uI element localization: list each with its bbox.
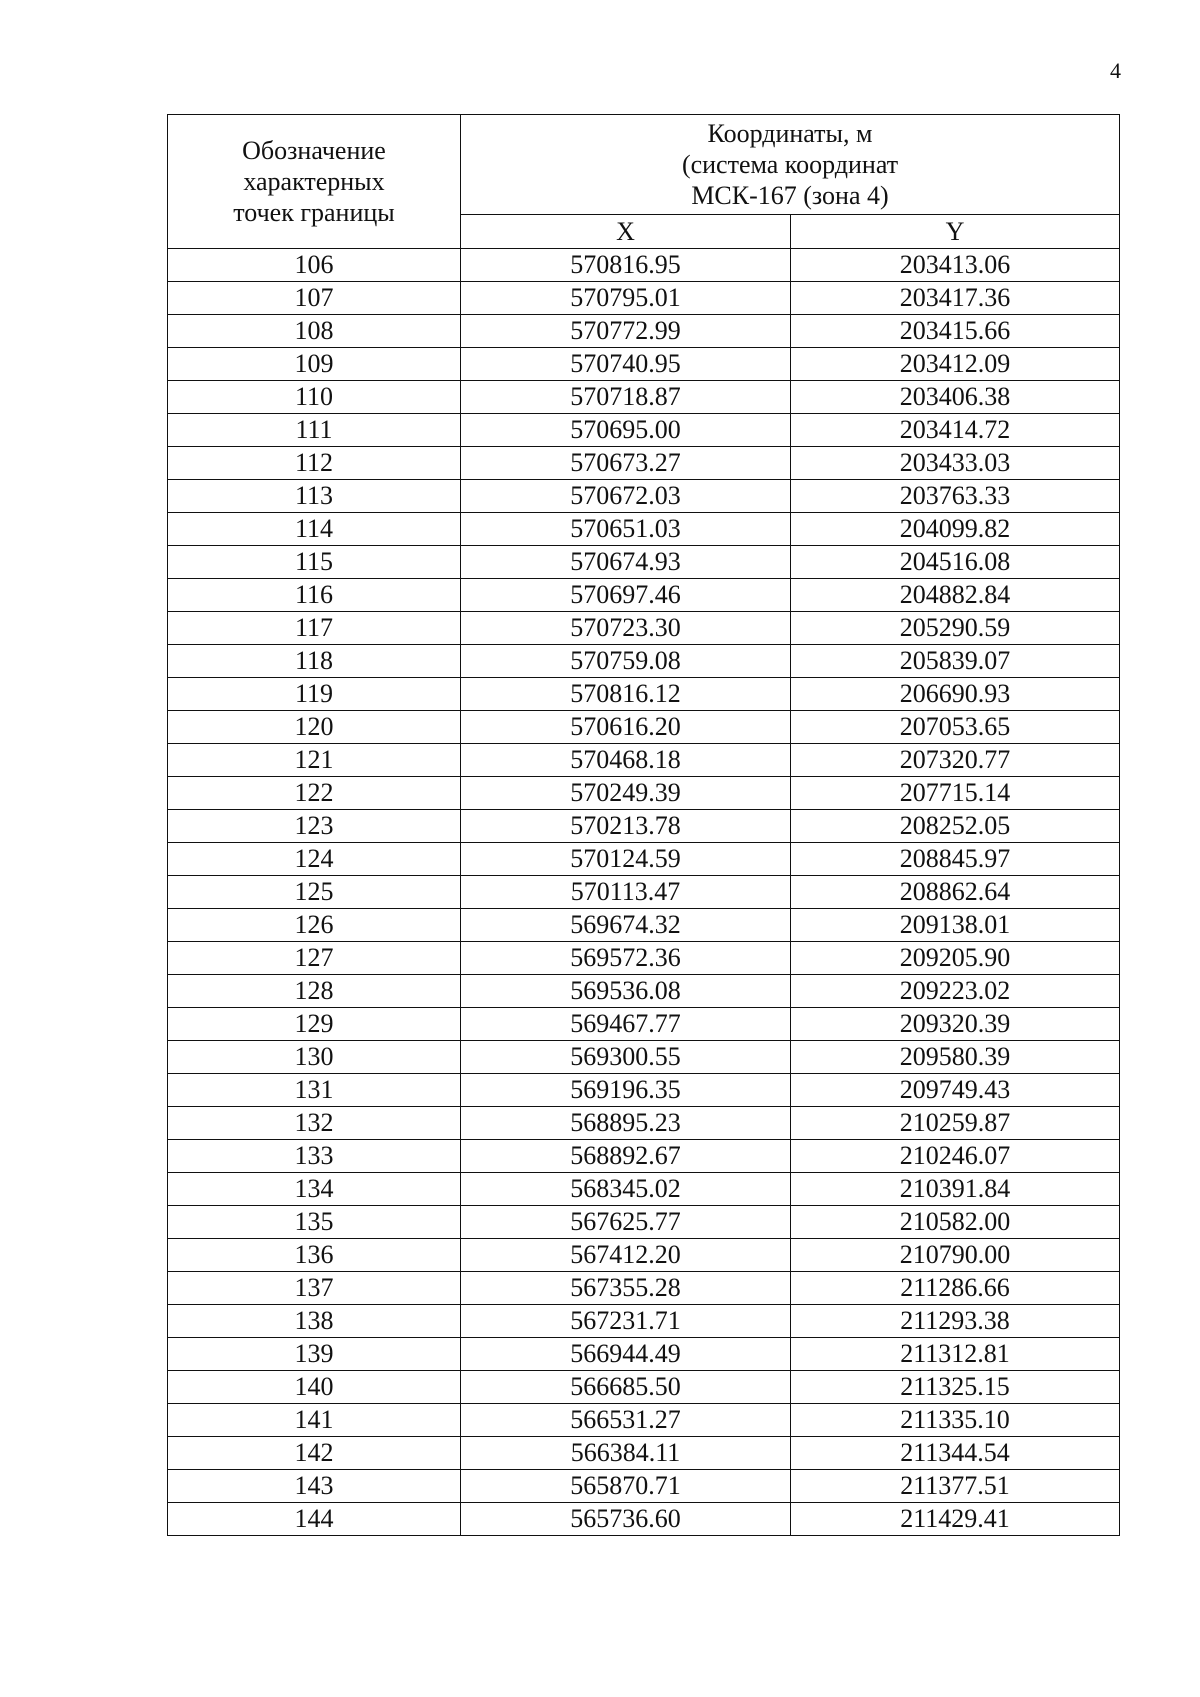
table-row	[168, 447, 1120, 480]
cell-point-number: 110	[168, 381, 461, 414]
cell-x: 570674.93	[461, 546, 791, 579]
cell-x: 570740.95	[461, 348, 791, 381]
cell-point-number: 124	[168, 843, 461, 876]
cell-x: 570816.95	[461, 249, 791, 282]
cell-point-number: 144	[168, 1503, 461, 1536]
header-coordinates-line: МСК-167 (зона 4)	[691, 181, 889, 210]
cell-point-number: 119	[168, 678, 461, 711]
cell-y: 204882.84	[791, 579, 1120, 612]
cell-x: 570795.01	[461, 282, 791, 315]
cell-point-number: 143	[168, 1470, 461, 1503]
cell-x: 569196.35	[461, 1074, 791, 1107]
cell-y: 203763.33	[791, 480, 1120, 513]
cell-y: 210246.07	[791, 1140, 1120, 1173]
table-row	[168, 348, 1120, 381]
cell-y: 209138.01	[791, 909, 1120, 942]
cell-x: 565870.71	[461, 1470, 791, 1503]
table-row	[168, 810, 1120, 843]
page-number: 4	[1110, 58, 1121, 83]
cell-point-number: 121	[168, 744, 461, 777]
cell-point-number: 137	[168, 1272, 461, 1305]
cell-x: 570468.18	[461, 744, 791, 777]
cell-x: 570616.20	[461, 711, 791, 744]
table-row	[168, 678, 1120, 711]
cell-x: 568345.02	[461, 1173, 791, 1206]
table-row	[168, 414, 1120, 447]
cell-point-number: 115	[168, 546, 461, 579]
table-row	[168, 1107, 1120, 1140]
cell-y: 211325.15	[791, 1371, 1120, 1404]
cell-y: 204099.82	[791, 513, 1120, 546]
cell-y: 211286.66	[791, 1272, 1120, 1305]
table-row	[168, 1140, 1120, 1173]
table-row	[168, 381, 1120, 414]
cell-x: 566944.49	[461, 1338, 791, 1371]
table-row	[168, 1305, 1120, 1338]
table-row	[168, 843, 1120, 876]
table-row	[168, 1206, 1120, 1239]
cell-x: 570759.08	[461, 645, 791, 678]
table-row	[168, 1239, 1120, 1272]
cell-point-number: 125	[168, 876, 461, 909]
cell-y: 210391.84	[791, 1173, 1120, 1206]
cell-x: 569572.36	[461, 942, 791, 975]
cell-point-number: 127	[168, 942, 461, 975]
header-x: X	[461, 215, 791, 249]
cell-point-number: 135	[168, 1206, 461, 1239]
cell-y: 205839.07	[791, 645, 1120, 678]
table-row	[168, 711, 1120, 744]
cell-y: 210790.00	[791, 1239, 1120, 1272]
cell-x: 570673.27	[461, 447, 791, 480]
table-row	[168, 579, 1120, 612]
cell-x: 570651.03	[461, 513, 791, 546]
table-row	[168, 1404, 1120, 1437]
cell-point-number: 120	[168, 711, 461, 744]
cell-x: 566685.50	[461, 1371, 791, 1404]
cell-point-number: 132	[168, 1107, 461, 1140]
cell-point-number: 136	[168, 1239, 461, 1272]
cell-point-number: 111	[168, 414, 461, 447]
cell-x: 568895.23	[461, 1107, 791, 1140]
cell-x: 570723.30	[461, 612, 791, 645]
table-row	[168, 1074, 1120, 1107]
table-row	[168, 909, 1120, 942]
cell-point-number: 133	[168, 1140, 461, 1173]
cell-x: 570213.78	[461, 810, 791, 843]
cell-y: 210259.87	[791, 1107, 1120, 1140]
cell-y: 205290.59	[791, 612, 1120, 645]
cell-y: 203433.03	[791, 447, 1120, 480]
cell-point-number: 117	[168, 612, 461, 645]
cell-x: 566384.11	[461, 1437, 791, 1470]
header-coordinates	[461, 115, 1120, 215]
cell-y: 207320.77	[791, 744, 1120, 777]
cell-point-number: 106	[168, 249, 461, 282]
table-row	[168, 282, 1120, 315]
table-row	[168, 1272, 1120, 1305]
cell-y: 206690.93	[791, 678, 1120, 711]
table-row	[168, 777, 1120, 810]
cell-y: 211335.10	[791, 1404, 1120, 1437]
cell-point-number: 112	[168, 447, 461, 480]
cell-y: 211344.54	[791, 1437, 1120, 1470]
header-point-designation	[168, 115, 461, 249]
cell-x: 567231.71	[461, 1305, 791, 1338]
cell-y: 210582.00	[791, 1206, 1120, 1239]
cell-x: 567625.77	[461, 1206, 791, 1239]
table-row	[168, 315, 1120, 348]
cell-x: 570718.87	[461, 381, 791, 414]
cell-y: 203412.09	[791, 348, 1120, 381]
header-point-designation-line: Обозначение	[242, 136, 386, 165]
cell-x: 570695.00	[461, 414, 791, 447]
cell-x: 570672.03	[461, 480, 791, 513]
cell-x: 569536.08	[461, 975, 791, 1008]
table-row	[168, 1470, 1120, 1503]
table-row	[168, 1371, 1120, 1404]
cell-y: 203414.72	[791, 414, 1120, 447]
cell-point-number: 139	[168, 1338, 461, 1371]
cell-x: 570816.12	[461, 678, 791, 711]
cell-x: 567412.20	[461, 1239, 791, 1272]
cell-point-number: 131	[168, 1074, 461, 1107]
table-row	[168, 1437, 1120, 1470]
cell-point-number: 113	[168, 480, 461, 513]
table-row	[168, 612, 1120, 645]
cell-x: 570249.39	[461, 777, 791, 810]
cell-point-number: 109	[168, 348, 461, 381]
header-coordinates-line: (система координат	[681, 150, 899, 179]
table-row	[168, 1008, 1120, 1041]
cell-y: 209223.02	[791, 975, 1120, 1008]
cell-y: 209749.43	[791, 1074, 1120, 1107]
cell-point-number: 130	[168, 1041, 461, 1074]
cell-point-number: 128	[168, 975, 461, 1008]
header-y: Y	[791, 215, 1120, 249]
cell-y: 208862.64	[791, 876, 1120, 909]
cell-x: 565736.60	[461, 1503, 791, 1536]
table-row	[168, 876, 1120, 909]
table-row	[168, 249, 1120, 282]
cell-point-number: 138	[168, 1305, 461, 1338]
cell-point-number: 141	[168, 1404, 461, 1437]
header-coordinates-line: Координаты, м	[707, 119, 873, 148]
cell-point-number: 122	[168, 777, 461, 810]
cell-y: 209320.39	[791, 1008, 1120, 1041]
header-point-designation-line: точек границы	[233, 198, 395, 227]
cell-x: 567355.28	[461, 1272, 791, 1305]
cell-point-number: 114	[168, 513, 461, 546]
cell-x: 570124.59	[461, 843, 791, 876]
table-row	[168, 975, 1120, 1008]
table-row	[168, 546, 1120, 579]
cell-y: 211377.51	[791, 1470, 1120, 1503]
cell-point-number: 129	[168, 1008, 461, 1041]
cell-point-number: 123	[168, 810, 461, 843]
cell-y: 207053.65	[791, 711, 1120, 744]
cell-point-number: 118	[168, 645, 461, 678]
coordinates-table	[167, 114, 1120, 1536]
table-header-row	[168, 115, 1120, 215]
cell-x: 569300.55	[461, 1041, 791, 1074]
cell-point-number: 134	[168, 1173, 461, 1206]
cell-y: 211429.41	[791, 1503, 1120, 1536]
cell-x: 570113.47	[461, 876, 791, 909]
table-row	[168, 942, 1120, 975]
table-row	[168, 744, 1120, 777]
cell-y: 211312.81	[791, 1338, 1120, 1371]
cell-x: 570772.99	[461, 315, 791, 348]
table-row	[168, 480, 1120, 513]
table-row	[168, 1041, 1120, 1074]
cell-y: 209580.39	[791, 1041, 1120, 1074]
cell-point-number: 108	[168, 315, 461, 348]
table-row	[168, 1173, 1120, 1206]
table-row	[168, 645, 1120, 678]
cell-point-number: 140	[168, 1371, 461, 1404]
cell-y: 204516.08	[791, 546, 1120, 579]
cell-point-number: 116	[168, 579, 461, 612]
table-row	[168, 1503, 1120, 1536]
cell-x: 566531.27	[461, 1404, 791, 1437]
cell-point-number: 126	[168, 909, 461, 942]
cell-point-number: 107	[168, 282, 461, 315]
cell-x: 568892.67	[461, 1140, 791, 1173]
cell-x: 570697.46	[461, 579, 791, 612]
table-row	[168, 1338, 1120, 1371]
cell-y: 209205.90	[791, 942, 1120, 975]
cell-y: 211293.38	[791, 1305, 1120, 1338]
cell-y: 208845.97	[791, 843, 1120, 876]
cell-y: 208252.05	[791, 810, 1120, 843]
table-body	[168, 249, 1120, 1536]
table-row	[168, 513, 1120, 546]
cell-x: 569674.32	[461, 909, 791, 942]
cell-y: 203415.66	[791, 315, 1120, 348]
header-point-designation-line: характерных	[243, 167, 385, 196]
cell-y: 207715.14	[791, 777, 1120, 810]
cell-y: 203413.06	[791, 249, 1120, 282]
cell-y: 203406.38	[791, 381, 1120, 414]
cell-point-number: 142	[168, 1437, 461, 1470]
cell-y: 203417.36	[791, 282, 1120, 315]
cell-x: 569467.77	[461, 1008, 791, 1041]
